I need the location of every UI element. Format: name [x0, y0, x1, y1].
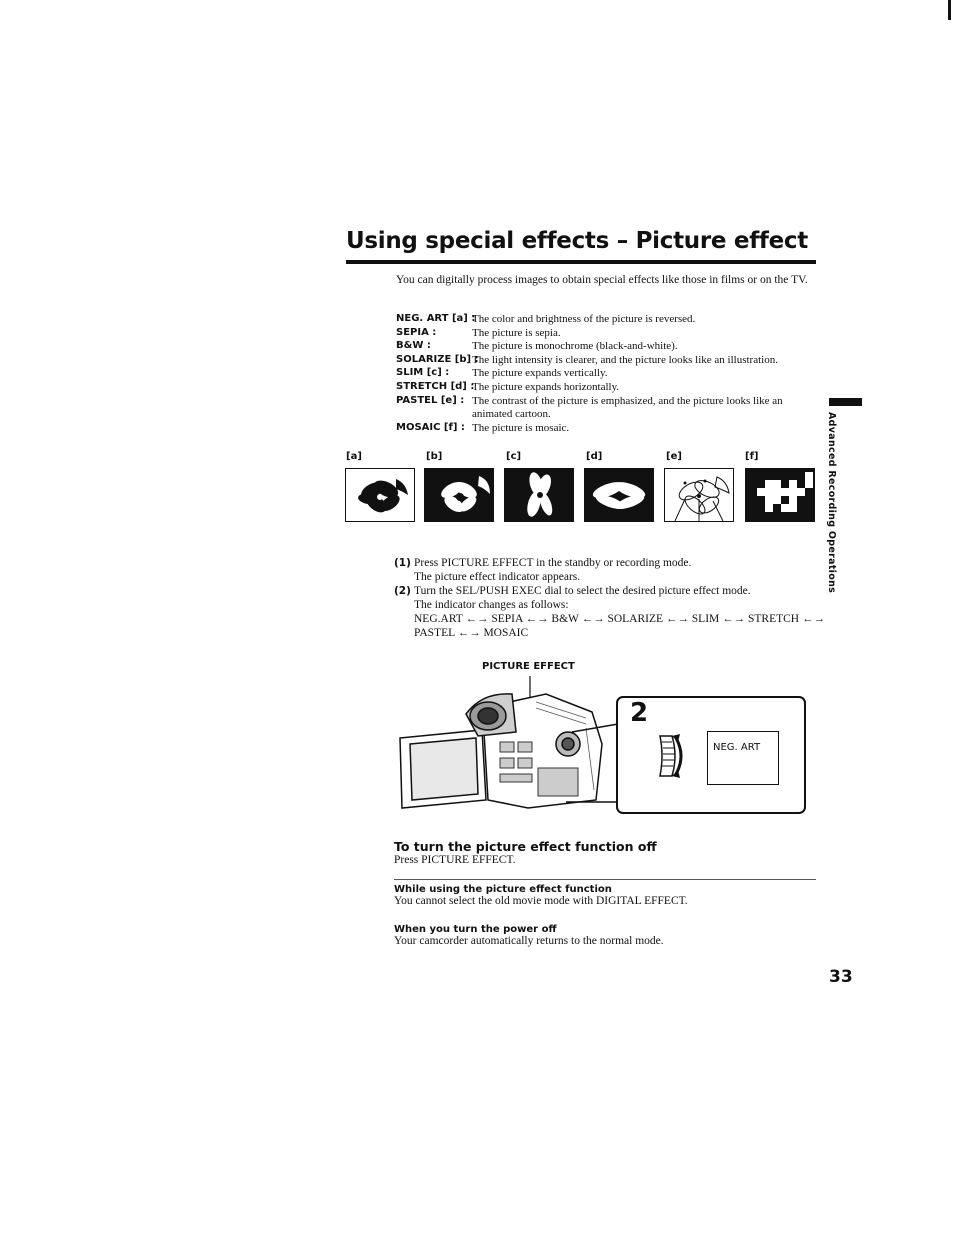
effect-description: The contrast of the picture is emphasized, and the picture looks like an animated cartoon.	[472, 394, 783, 421]
note-item	[394, 884, 688, 907]
note-text: You cannot select the old movie mode with DIGITAL EFFECT.	[394, 895, 688, 907]
section-tab-marker	[829, 398, 862, 406]
effect-item	[396, 422, 816, 436]
thumbnail-label-d: [d]	[586, 451, 603, 462]
effect-item	[396, 313, 816, 327]
section-tab-label: Advanced Recording Operations	[826, 412, 837, 594]
steps-list	[394, 556, 825, 640]
thumbnail-label-b: [b]	[426, 451, 443, 462]
note-item	[394, 924, 664, 947]
thumbnail-label-e: [e]	[666, 451, 682, 462]
note-title: While using the picture effect function	[394, 884, 612, 895]
effect-description: The color and brightness of the picture is reversed.	[472, 313, 696, 325]
camcorder-illustration	[396, 672, 620, 812]
title-underline	[346, 260, 816, 264]
thumbnail-label-f: [f]	[745, 451, 759, 462]
thumbnail-solarize	[424, 468, 494, 522]
effect-description: The picture is sepia.	[472, 326, 561, 339]
note-title: When you turn the power off	[394, 924, 557, 935]
page-title: Using special effects – Picture effect	[346, 228, 808, 254]
effect-term: SLIM [c] :	[396, 367, 450, 379]
effect-term: B&W :	[396, 340, 431, 352]
effect-description: The picture is mosaic.	[472, 421, 570, 434]
effect-term: STRETCH [d] :	[396, 380, 475, 392]
effect-description: The picture is monochrome (black-and-white).	[472, 340, 678, 353]
thumbnail-label-c: [c]	[506, 451, 522, 462]
thumbnail-label-a: [a]	[346, 451, 362, 462]
mode-sequence: NEG.ART ←→ SEPIA ←→ B&W ←→ SOLARIZE ←→ SLIM ←→ STRETCH ←→	[414, 613, 825, 625]
indicator-text: NEG. ART	[713, 742, 761, 753]
panel-step-number: 2	[630, 698, 649, 728]
effect-term: SOLARIZE [b] :	[396, 353, 479, 365]
effect-item	[396, 367, 816, 381]
effect-term: MOSAIC [f] :	[396, 421, 465, 433]
effect-term: SEPIA :	[396, 326, 437, 338]
step-number: (2)	[394, 585, 411, 597]
thumbnail-stretch	[584, 468, 654, 522]
turn-off-text: Press PICTURE EFFECT.	[394, 854, 516, 866]
step-text: The indicator changes as follows:	[414, 599, 569, 611]
turn-off-heading: To turn the picture effect function off	[394, 839, 657, 854]
thumbnail-mosaic	[745, 468, 815, 522]
effects-list	[396, 313, 816, 435]
effect-description: The picture expands vertically.	[472, 367, 608, 380]
note-text: Your camcorder automatically returns to the normal mode.	[394, 935, 664, 947]
picture-effect-button-label: PICTURE EFFECT	[482, 661, 575, 672]
effect-item	[396, 395, 816, 422]
effect-item	[396, 354, 816, 368]
intro-paragraph: You can digitally process images to obtain special effects like those in films or on the TV.	[396, 274, 808, 286]
notes-divider	[394, 879, 816, 880]
effect-item	[396, 381, 816, 395]
mode-sequence: PASTEL ←→ MOSAIC	[414, 627, 529, 639]
thumbnail-neg-art	[345, 468, 415, 522]
effect-item	[396, 340, 816, 354]
sel-push-exec-dial-icon	[652, 730, 688, 782]
thumbnail-pastel	[664, 468, 734, 522]
effect-item	[396, 327, 816, 341]
step-text: The picture effect indicator appears.	[414, 571, 581, 583]
thumbnail-slim	[504, 468, 574, 522]
crop-mark	[948, 0, 951, 20]
effect-description: The light intensity is clearer, and the picture looks like an illustration.	[472, 353, 778, 366]
step-item	[394, 556, 814, 584]
effect-term: PASTEL [e] :	[396, 394, 465, 406]
indicator-display	[707, 731, 779, 785]
step-item	[394, 584, 825, 640]
step-text: Turn the SEL/PUSH EXEC dial to select the desired picture effect mode.	[414, 585, 751, 597]
page-number: 33	[829, 967, 853, 987]
step-text: Press PICTURE EFFECT in the standby or recording mode.	[414, 557, 692, 569]
effect-description: The picture expands horizontally.	[472, 380, 620, 393]
effect-term: NEG. ART [a] :	[396, 313, 476, 324]
step-number: (1)	[394, 557, 411, 569]
